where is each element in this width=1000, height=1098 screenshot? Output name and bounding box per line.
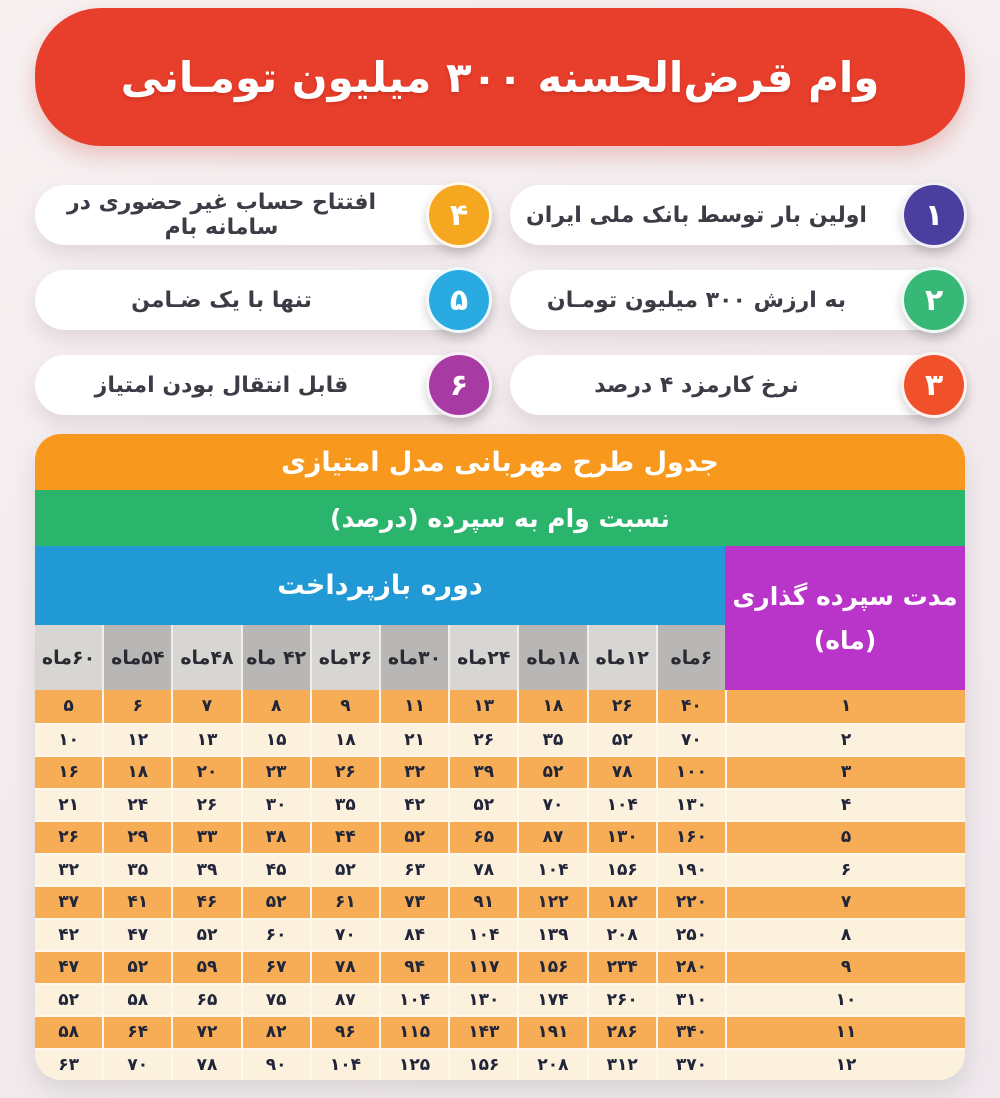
row-label-cell: ۱۰ [725,985,965,1016]
value-cell: ۴۱ [102,887,171,918]
row-label-cell: ۹ [725,952,965,983]
feature-text: نرخ کارمزد ۴ درصد [594,372,799,398]
value-cell: ۳۹ [171,855,240,886]
value-cell: ۷۸ [448,855,517,886]
value-cell: ۲۵۰ [656,920,725,951]
repayment-header-region [35,546,725,690]
value-cell: ۱۹۱ [517,1017,586,1048]
row-label-cell: ۸ [725,920,965,951]
table-row [35,853,965,886]
value-cell: ۱۲ [102,725,171,756]
value-cell: ۷ [171,690,240,723]
value-cell: ۳۷ [58,892,79,913]
value-cell: ۸ [241,690,310,723]
page-background [0,8,1000,1098]
value-cell: ۵۲ [171,920,240,951]
value-cell: ۲۶ [58,827,79,848]
value-cell: ۷۸ [310,952,379,983]
value-cell: ۶۰ [241,920,310,951]
features-grid [35,185,965,415]
value-cell: ۲۹ [102,822,171,853]
value-cell: ۵ [63,696,74,717]
feature-text: به ارزش ۳۰۰ میلیون تومـان [546,287,847,313]
value-cell: ۱۲۵ [379,1050,448,1081]
value-cell: ۲۰ [171,757,240,788]
table-header-region [35,546,965,690]
table-row [35,918,965,951]
table-row [35,950,965,983]
deposit-duration-line1: مدت سپرده گذاری [732,581,958,611]
column-header-cell: ۲۴ماه [448,625,517,690]
value-cell: ۳۲ [58,859,79,880]
row-label-cell: ۳ [725,757,965,788]
repayment-period-label: دوره بازپرداخت [277,570,483,601]
value-cell: ۳۵ [517,725,586,756]
feature-text: افتتاح حساب غیر حضوری در سامانه بام [66,190,377,240]
value-cell: ۲۰۸ [587,920,656,951]
feature-text: تنها با یک ضـامن [131,287,312,313]
feature-pill [35,185,490,245]
value-cell: ۱۳۰ [448,985,517,1016]
feature-pill [510,355,965,415]
table-row [35,1015,965,1048]
value-cell: ۳۸ [241,822,310,853]
value-cell: ۲۴ [102,790,171,821]
value-cell: ۱۸ [310,725,379,756]
value-cell: ۴۴ [310,822,379,853]
value-cell: ۴۰ [656,690,725,723]
column-headers-row [35,625,725,690]
row-label-cell: ۱۱ [725,1017,965,1048]
value-cell: ۱۰۴ [448,920,517,951]
value-cell: ۱۵۶ [587,855,656,886]
feature-number-badge: ۵ [426,267,492,333]
column-header-cell: ۴۲ ماه [241,625,310,690]
value-cell: ۱۷۴ [517,985,586,1016]
value-cell: ۸۴ [379,920,448,951]
value-cell: ۱۶ [58,762,79,783]
value-cell: ۲۶۰ [587,985,656,1016]
value-cell: ۱۰۴ [517,855,586,886]
value-cell: ۳۴۰ [656,1017,725,1048]
value-cell: ۹ [310,690,379,723]
column-header-cell: ۵۴ماه [102,625,171,690]
value-cell: ۱۵۶ [517,952,586,983]
feature-number-badge: ۱ [901,182,967,248]
value-cell: ۵۲ [58,989,79,1010]
table-row [35,983,965,1016]
value-cell: ۱۳ [171,725,240,756]
value-cell: ۵۲ [241,887,310,918]
value-cell: ۵۲ [517,757,586,788]
column-header-cell: ۳۶ماه [310,625,379,690]
value-cell: ۱۸ [517,690,586,723]
value-cell: ۱۲۲ [517,887,586,918]
value-cell: ۸۷ [310,985,379,1016]
feature-pill [35,270,490,330]
value-cell: ۵۲ [379,822,448,853]
value-cell: ۲۶ [587,690,656,723]
column-header-cell: ۱۸ماه [517,625,586,690]
feature-number-badge: ۲ [901,267,967,333]
banner-title: وام قرض‌الحسنه ۳۰۰ میلیون تومـانی [120,52,880,102]
table-row [35,690,965,723]
value-cell: ۲۱ [379,725,448,756]
table-row [35,788,965,821]
value-cell: ۹۴ [379,952,448,983]
value-cell: ۷۸ [587,757,656,788]
value-cell: ۹۰ [241,1050,310,1081]
feature-number-badge: ۳ [901,352,967,418]
value-cell: ۵۹ [171,952,240,983]
column-header-cell: ۶۰ماه [35,625,102,690]
value-cell: ۱۹۰ [656,855,725,886]
deposit-duration-line2: (ماه) [813,625,877,655]
value-cell: ۹۶ [310,1017,379,1048]
value-cell: ۱۳۹ [517,920,586,951]
value-cell: ۳۳ [171,822,240,853]
value-cell: ۱۰ [58,729,79,750]
value-cell: ۲۶ [310,757,379,788]
table-subtitle: نسبت وام به سپرده (درصد) [330,503,670,533]
table-row [35,755,965,788]
feature-text: اولین بار توسط بانک ملی ایران [526,202,867,228]
value-cell: ۱۳ [448,690,517,723]
value-cell: ۸۲ [241,1017,310,1048]
value-cell: ۹۱ [448,887,517,918]
value-cell: ۶۳ [379,855,448,886]
value-cell: ۴۲ [58,924,79,945]
table-subtitle-bar [35,490,965,546]
value-cell: ۷۲ [171,1017,240,1048]
value-cell: ۱۰۴ [587,790,656,821]
value-cell: ۷۸ [171,1050,240,1081]
table-row [35,1048,965,1081]
table-title-bar [35,434,965,490]
value-cell: ۱۶۰ [656,822,725,853]
feature-pill [35,355,490,415]
feature-number-badge: ۴ [426,182,492,248]
value-cell: ۲۶ [448,725,517,756]
table-row [35,885,965,918]
points-table [35,434,965,1080]
row-label-cell: ۶ [725,855,965,886]
table-row [35,820,965,853]
table-body [35,690,965,1080]
value-cell: ۲۱ [58,794,79,815]
value-cell: ۷۰ [102,1050,171,1081]
value-cell: ۱۸ [102,757,171,788]
feature-number-badge: ۶ [426,352,492,418]
deposit-duration-header [725,546,965,690]
value-cell: ۲۳ [241,757,310,788]
column-header-cell: ۱۲ماه [587,625,656,690]
value-cell: ۵۲ [587,725,656,756]
value-cell: ۴۷ [58,957,79,978]
value-cell: ۴۲ [379,790,448,821]
value-cell: ۳۲ [379,757,448,788]
value-cell: ۱۱۵ [379,1017,448,1048]
value-cell: ۵۸ [58,1022,79,1043]
value-cell: ۴۶ [171,887,240,918]
value-cell: ۲۸۶ [587,1017,656,1048]
value-cell: ۱۵۶ [448,1050,517,1081]
value-cell: ۳۱۰ [656,985,725,1016]
row-label-cell: ۴ [725,790,965,821]
value-cell: ۱۰۰ [656,757,725,788]
value-cell: ۲۶ [171,790,240,821]
value-cell: ۱۰۴ [310,1050,379,1081]
value-cell: ۱۴۳ [448,1017,517,1048]
value-cell: ۵۲ [102,952,171,983]
value-cell: ۸۷ [517,822,586,853]
value-cell: ۳۷۰ [656,1050,725,1081]
row-label-cell: ۱ [725,690,965,723]
value-cell: ۶۴ [102,1017,171,1048]
table-title: جدول طرح مهربانی مدل امتیازی [281,446,719,478]
value-cell: ۲۰۸ [517,1050,586,1081]
row-label-cell: ۲ [725,725,965,756]
value-cell: ۱۵ [241,725,310,756]
feature-pill [510,185,965,245]
value-cell: ۷۰ [310,920,379,951]
value-cell: ۵۲ [310,855,379,886]
row-label-cell: ۵ [725,822,965,853]
feature-text: قابل انتقال بودن امتیاز [94,372,349,398]
value-cell: ۶۵ [171,985,240,1016]
column-header-cell: ۶ماه [656,625,725,690]
value-cell: ۳۵ [102,855,171,886]
value-cell: ۶۳ [58,1054,79,1075]
value-cell: ۷۳ [379,887,448,918]
value-cell: ۱۳۰ [587,822,656,853]
row-label-cell: ۱۲ [725,1050,965,1081]
column-header-cell: ۴۸ماه [171,625,240,690]
value-cell: ۷۰ [517,790,586,821]
value-cell: ۳۵ [310,790,379,821]
value-cell: ۳۰ [241,790,310,821]
value-cell: ۶۱ [310,887,379,918]
value-cell: ۵۸ [102,985,171,1016]
value-cell: ۲۳۴ [587,952,656,983]
value-cell: ۱۸۲ [587,887,656,918]
value-cell: ۲۸۰ [656,952,725,983]
value-cell: ۱۳۰ [656,790,725,821]
column-header-cell: ۳۰ماه [379,625,448,690]
loan-banner [35,8,965,146]
value-cell: ۳۱۲ [587,1050,656,1081]
value-cell: ۶۵ [448,822,517,853]
row-label-cell: ۷ [725,887,965,918]
value-cell: ۴۷ [102,920,171,951]
value-cell: ۷۵ [241,985,310,1016]
value-cell: ۴۵ [241,855,310,886]
value-cell: ۶ [102,690,171,723]
value-cell: ۲۲۰ [656,887,725,918]
feature-pill [510,270,965,330]
table-row [35,723,965,756]
value-cell: ۱۰۴ [379,985,448,1016]
value-cell: ۵۲ [448,790,517,821]
value-cell: ۷۰ [656,725,725,756]
value-cell: ۳۹ [448,757,517,788]
value-cell: ۱۱۷ [448,952,517,983]
value-cell: ۶۷ [241,952,310,983]
repayment-period-header [35,546,725,625]
value-cell: ۱۱ [379,690,448,723]
